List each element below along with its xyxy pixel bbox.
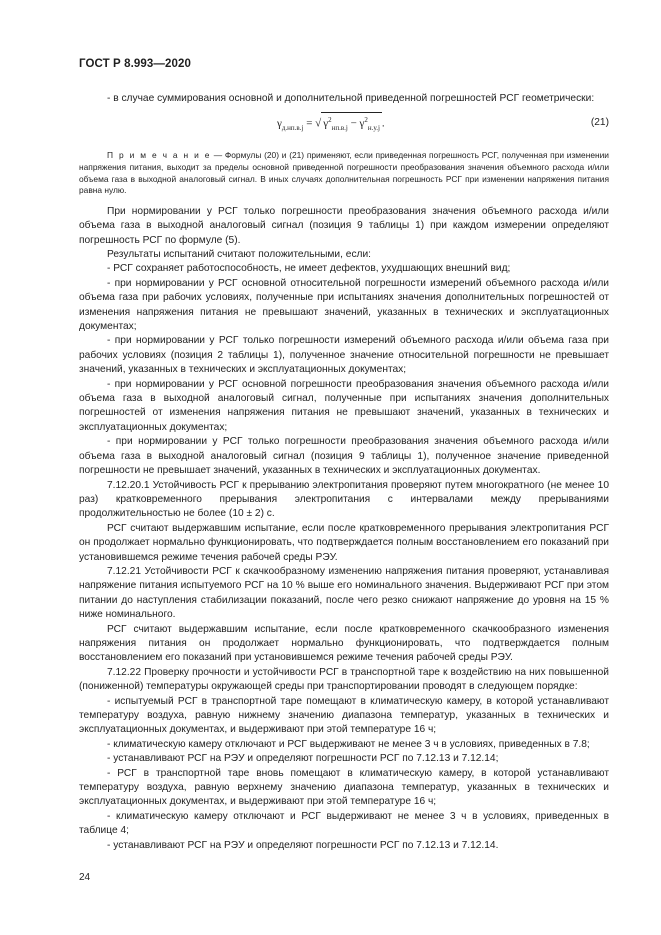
clause-7-12-20-1: 7.12.20.1 Устойчивость РСГ к прерыванию электропитания проверяют путем многократного (не менее 10 раз) кратковременного прерывания электропитания с интервалами между прерываниями продолжительностью не более (10 ± 2) с. — [79, 479, 609, 520]
sqrt-sign: √ — [315, 118, 322, 131]
list-item: - при нормировании у РСГ основной погрешности преобразования значения объемного расхода и/или объема газа в выходной аналоговый сигнал, полученные при испытаниях значения дополнительных погрешностей от изменения напряжения питания не превышают значений, указанных в технических и эксплуатационных документах; — [79, 378, 609, 433]
note-block — [79, 150, 609, 196]
list-item: - устанавливают РСГ на РЭУ и определяют погрешности РСГ по 7.12.13 и 7.12.14; — [107, 753, 499, 765]
clause-7-12-22: 7.12.22 Проверку прочности и устойчивости РСГ в транспортной таре к воздействию на них повышенной (пониженной) температуры окружающей среды при транспортировании проводят в следующем порядке: — [79, 666, 609, 693]
list-item: - устанавливают РСГ на РЭУ и определяют погрешности РСГ по 7.12.13 и 7.12.14. — [107, 839, 499, 851]
clause-7-12-21: 7.12.21 Устойчивости РСГ к скачкообразному изменению напряжения питания проверяют, устанавливая напряжение питания испытуемого РСГ на 10 % выше его номинального значения. Выдерживают РСГ при этом питании до наступления стабилизации показаний, после чего резко снижают напряжение до уровня на 15 % ниже номинального. — [79, 565, 609, 621]
list-item: - при нормировании у РСГ только погрешности измерений объемного расхода и/или объема газа при рабочих условиях (позиция 2 таблицы 1), полученное значение относительной погрешности не превышает значений, указанных в технических и эксплуатационных документах; — [79, 335, 609, 376]
sqrt-radicand: $\gamma^2_{нп.в.j} - \gamma^2_{н.у.j}$ — [321, 112, 382, 135]
list-item: - РСГ в транспортной таре вновь помещают в климатическую камеру, в которой устанавливают температуру воздуха, равную верхнему значению диапазона температур, указанных в технических и эксплуатационных документах, и выдерживают при этой температуре 16 ч; — [79, 767, 609, 808]
list-item: - климатическую камеру отключают и РСГ выдерживают не менее 3 ч в условиях, приведенных в таблице 4; — [79, 810, 609, 837]
document-header: ГОСТ Р 8.993—2020 — [79, 58, 191, 70]
page-body — [79, 92, 609, 853]
list-item: - при нормировании у РСГ только погрешности преобразования значения объемного расхода и/или объема газа в выходной аналоговый сигнал (позиция 9 таблицы 1), полученное значение приведенной погрешности не превышает значений, указанных в технических и эксплуатационных документах. — [79, 436, 609, 477]
list-item: - РСГ сохраняет работоспособность, не имеет дефектов, ухудшающих внешний вид; — [107, 263, 511, 275]
list-item: - при нормировании у РСГ основной относительной погрешности измерений объемного расхода и/или объема газа при рабочих условиях, полученные при испытаниях значения дополнительных погрешностей от изменения напряжения питания не превышают значений, указанных в технических и эксплуатационных документах; — [79, 277, 609, 333]
note-text: — Формулы (20) и (21) применяют, если приведенная погрешность РСГ, полученная при изменении напряжения питания, выходит за пределы основной приведенной погрешности преобразования значения объемного расхода и/или объема газа в выходной аналоговый сигнал. В иных случаях дополнительная погрешность РСГ при изменении напряжения питания равна нулю. — [79, 150, 609, 196]
intro-paragraph: - в случае суммирования основной и дополнительной приведенной погрешностей РСГ геометрически: — [107, 93, 595, 104]
formula-expression: $\gamma_{д.нп.в.j}$ = √ $\gamma^2_{нп.в.j} - \gamma^2_{н.у.j}$ . — [277, 112, 385, 135]
paragraph: При нормировании у РСГ только погрешности преобразования значения объемного расхода и/или объема газа в выходной аналоговый сигнал (позиция 9 таблицы 1) при каждом измерении определяют погрешность РСГ по формуле (5). — [79, 205, 609, 246]
formula-number: (21) — [590, 117, 609, 129]
paragraph: Результаты испытаний считают положительными, если: — [107, 249, 372, 260]
note-label: П р и м е ч а н и е — [107, 150, 211, 161]
paragraph: РСГ считают выдержавшим испытание, если после кратковременного прерывания электропитания РСГ он продолжает нормально функционировать, что подтверждается полным восстановлением его показаний при установившемся режиме течения рабочей среды РЭУ. — [79, 522, 609, 563]
page-number: 24 — [79, 872, 91, 883]
list-item: - испытуемый РСГ в транспортной таре помещают в климатическую камеру, в которой устанавливают температуру воздуха, равную нижнему значению диапазона температур, указанных в технических и эксплуатационных документах, и выдерживают при этой температуре 16 ч; — [79, 695, 609, 736]
paragraph: РСГ считают выдержавшим испытание, если после кратковременного скачкообразного изменения напряжения питания он продолжает нормально функционировать, что подтверждается полным восстановлением его показаний при установившемся режиме течения рабочей среды РЭУ. — [79, 623, 609, 664]
list-item: - климатическую камеру отключают и РСГ выдерживают не менее 3 ч в условиях, приведенных в 7.8; — [107, 738, 590, 750]
formula-21 — [79, 106, 609, 140]
